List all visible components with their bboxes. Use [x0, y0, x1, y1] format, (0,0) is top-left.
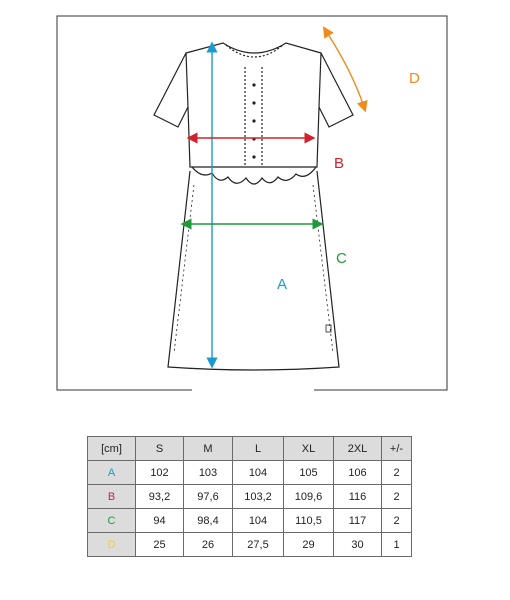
table-cell: 97,6 [184, 485, 233, 509]
table-header-row [88, 437, 412, 461]
table-cell: 106 [334, 461, 382, 485]
table-row [88, 533, 412, 557]
table-cell: 117 [334, 509, 382, 533]
dimension-d-line [326, 31, 364, 107]
frame-border [57, 16, 447, 390]
header-size: M [184, 437, 233, 461]
table-cell: 103 [184, 461, 233, 485]
table-cell: 94 [136, 509, 184, 533]
table-cell: 2 [382, 485, 412, 509]
header-tolerance: +/- [382, 437, 412, 461]
header-size: XL [284, 437, 334, 461]
label-b: B [334, 155, 345, 172]
label-a: A [277, 276, 288, 293]
table-cell: 30 [334, 533, 382, 557]
garment-diagram-frame [56, 15, 448, 393]
table-cell: 93,2 [136, 485, 184, 509]
dress-buttons [252, 83, 255, 158]
table-cell: 2 [382, 509, 412, 533]
row-label-d: D [88, 533, 136, 557]
table-cell: 1 [382, 533, 412, 557]
table-cell: 109,6 [284, 485, 334, 509]
header-size: L [233, 437, 284, 461]
header-size: S [136, 437, 184, 461]
table-cell: 98,4 [184, 509, 233, 533]
table-row [88, 509, 412, 533]
label-d: D [409, 70, 420, 87]
row-label-b: B [88, 485, 136, 509]
table-cell: 110,5 [284, 509, 334, 533]
size-table [87, 436, 412, 557]
row-label-c: C [88, 509, 136, 533]
dress-outline [154, 43, 353, 370]
table-cell: 29 [284, 533, 334, 557]
table-cell: 104 [233, 509, 284, 533]
table-cell: 25 [136, 533, 184, 557]
header-size: 2XL [334, 437, 382, 461]
table-cell: 27,5 [233, 533, 284, 557]
table-cell: 102 [136, 461, 184, 485]
table-cell: 26 [184, 533, 233, 557]
table-row [88, 461, 412, 485]
dress-diagram [56, 15, 448, 393]
table-cell: 2 [382, 461, 412, 485]
table-cell: 116 [334, 485, 382, 509]
table-row [88, 485, 412, 509]
header-unit: [cm] [88, 437, 136, 461]
table-cell: 104 [233, 461, 284, 485]
table-cell: 103,2 [233, 485, 284, 509]
label-c: C [336, 250, 347, 267]
table-cell: 105 [284, 461, 334, 485]
row-label-a: A [88, 461, 136, 485]
